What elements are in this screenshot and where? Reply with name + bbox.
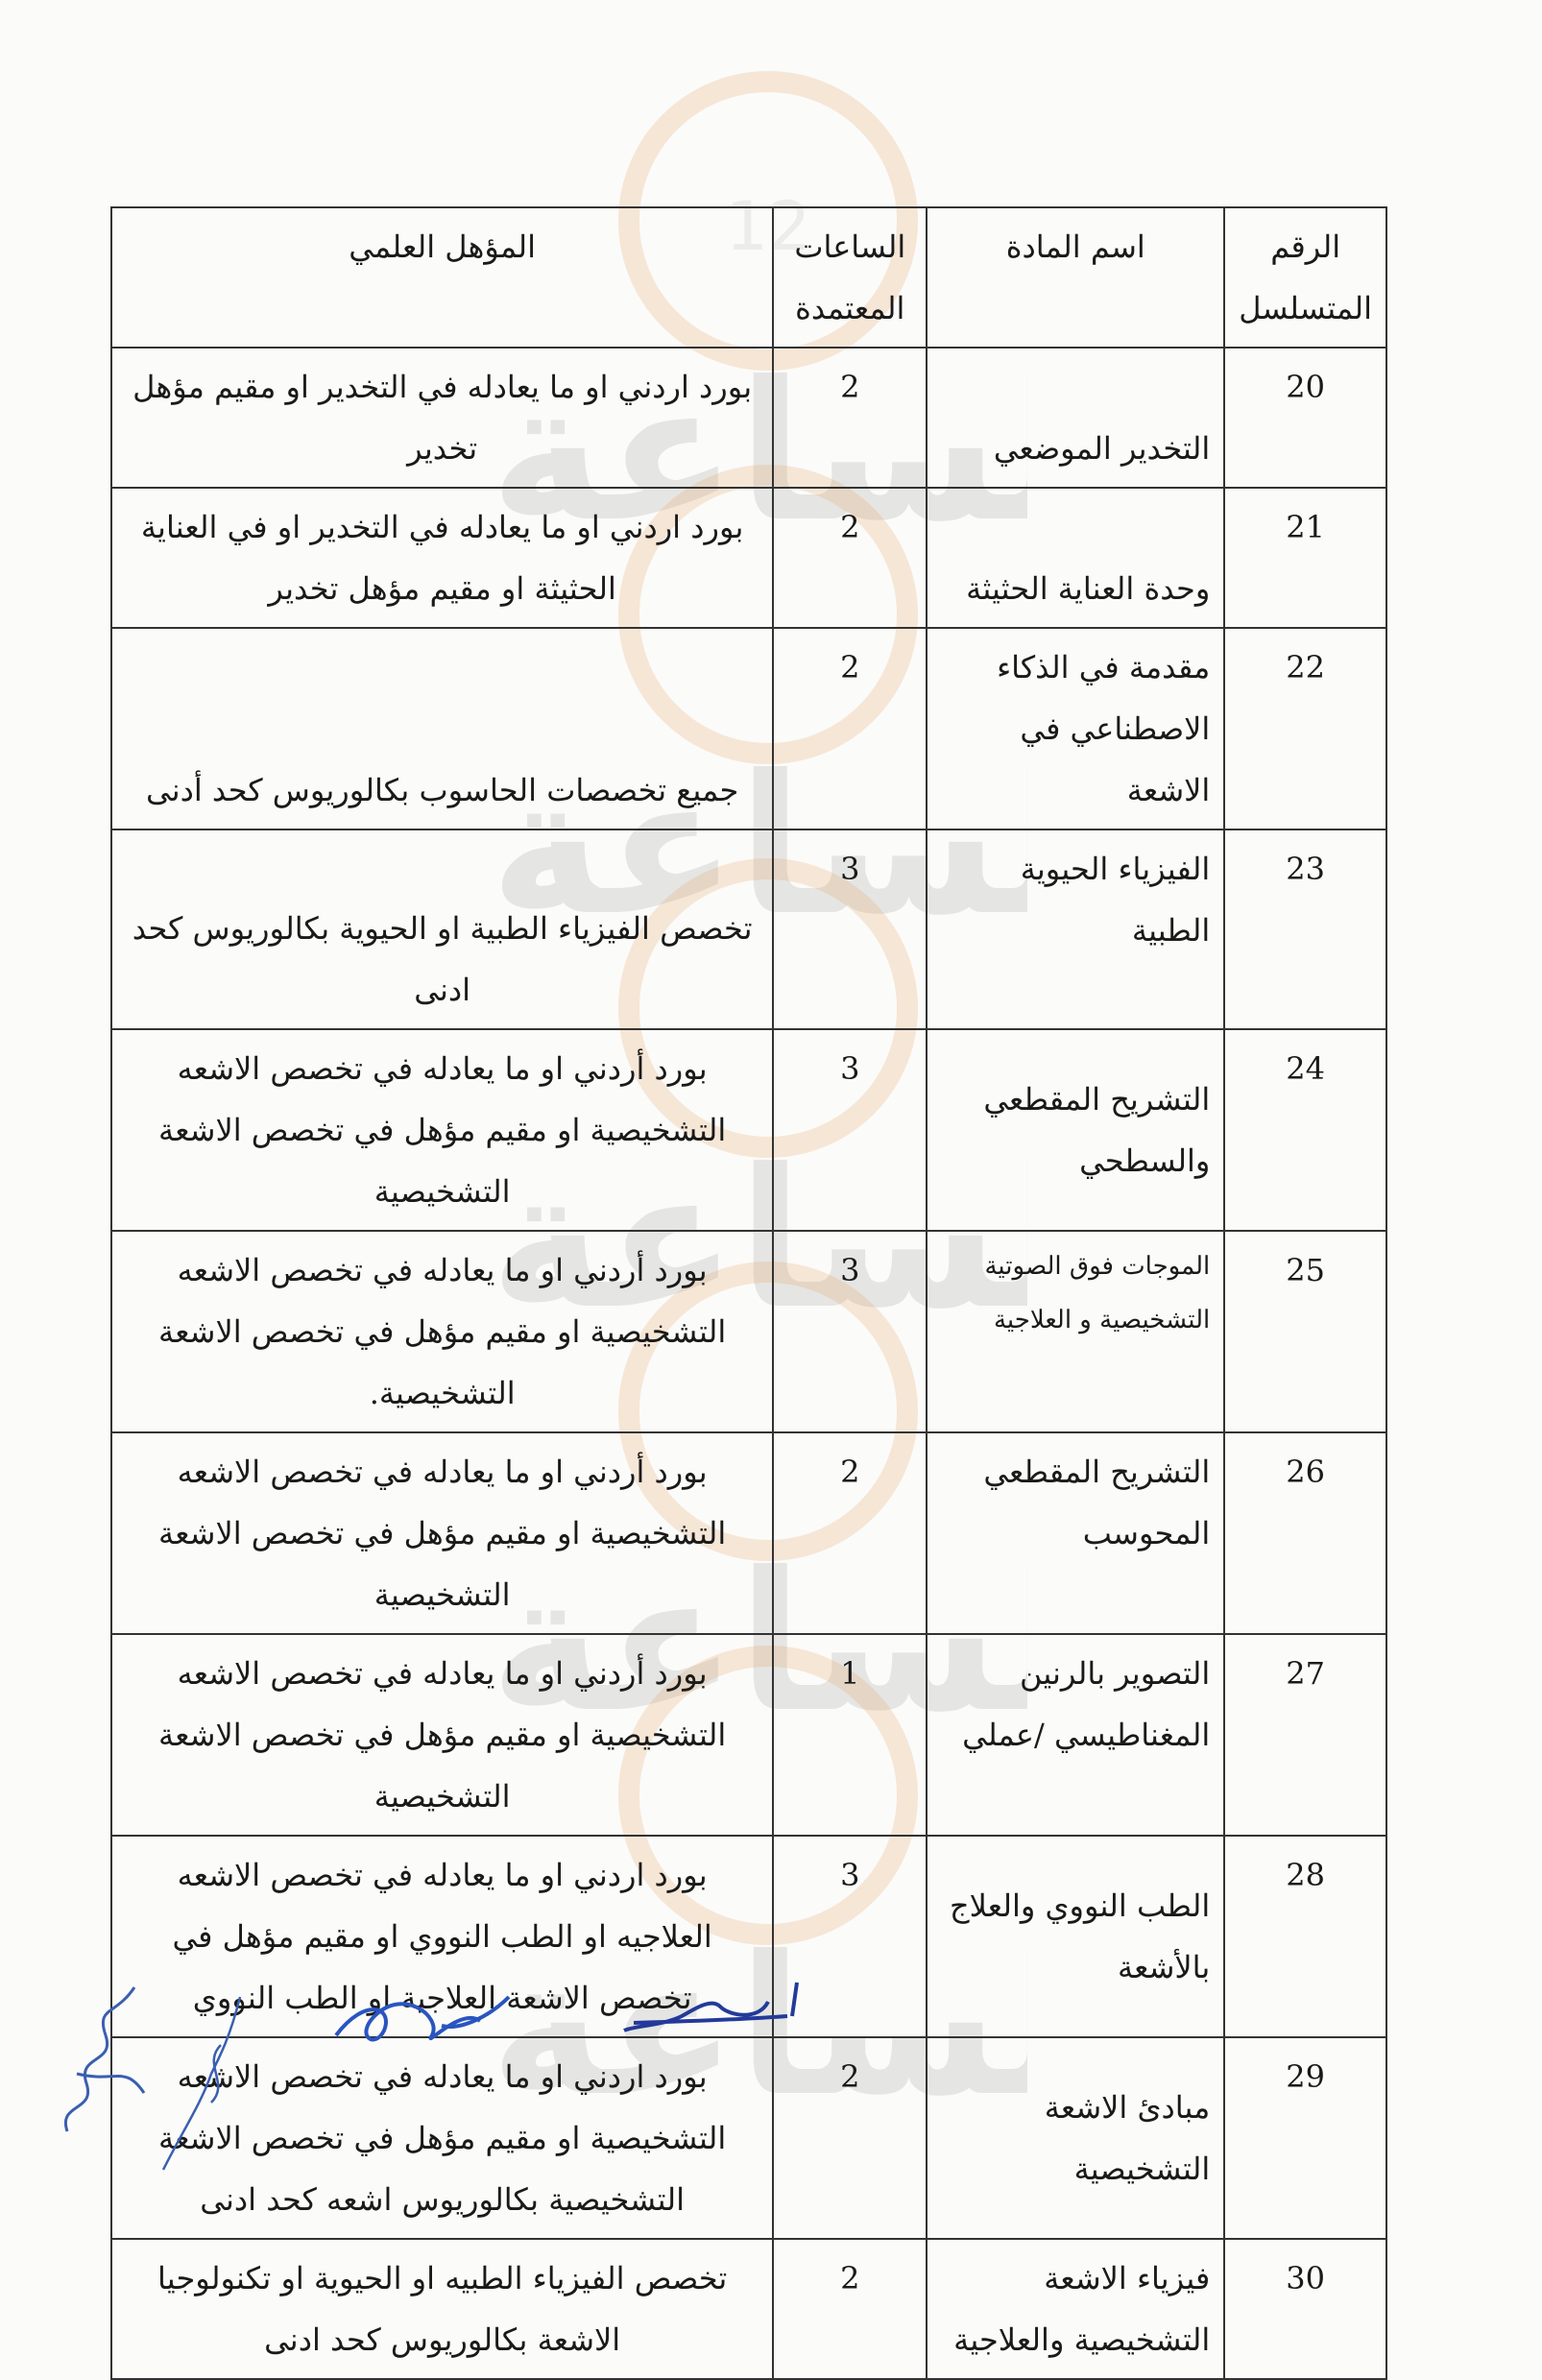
row-subject: الموجات فوق الصوتية التشخيصية و العلاجية (927, 1231, 1224, 1432)
header-hours: الساعات المعتمدة (773, 207, 927, 348)
svg-text:الساعة: ساعة (490, 1128, 1005, 1352)
row-hours: 3 (773, 1836, 927, 2037)
row-number: 21 (1224, 488, 1386, 628)
row-number: 27 (1224, 1634, 1386, 1836)
row-number: 28 (1224, 1836, 1386, 2037)
row-subject: التصوير بالرنين المغناطيسي /عملي (927, 1634, 1224, 1836)
row-hours: 3 (773, 1029, 927, 1231)
row-number: 20 (1224, 348, 1386, 488)
row-number: 30 (1224, 2239, 1386, 2379)
table-row (111, 1432, 1386, 1634)
row-hours: 3 (773, 1231, 927, 1432)
row-subject: مبادئ الاشعة التشخيصية (927, 2037, 1224, 2239)
row-qualification: جميع تخصصات الحاسوب بكالوريوس كحد أدنى (111, 628, 773, 829)
row-hours: 1 (773, 1634, 927, 1836)
row-qualification: بورد أردني او ما يعادله في تخصص الاشعه التشخيصية او مقيم مؤهل في تخصص الاشعة التشخيصية (111, 1634, 773, 1836)
row-qualification: بورد اردني او ما يعادله في تخصص الاشعه العلاجيه او الطب النووي او مقيم مؤهل في تخصص الاشعة العلاجية او الطب النووي (111, 1836, 773, 2037)
row-number: 23 (1224, 829, 1386, 1029)
row-qualification: بورد أردني او ما يعادله في تخصص الاشعه التشخيصية او مقيم مؤهل في تخصص الاشعة التشخيصية. (111, 1231, 773, 1432)
row-number: 26 (1224, 1432, 1386, 1634)
row-number: 25 (1224, 1231, 1386, 1432)
table-row (111, 2239, 1386, 2379)
table-row (111, 1634, 1386, 1836)
row-qualification: بورد أردني او ما يعادله في تخصص الاشعه التشخيصية او مقيم مؤهل في تخصص الاشعة التشخيصية (111, 1432, 773, 1634)
row-subject: وحدة العناية الحثيثة (927, 488, 1224, 628)
row-subject: الطب النووي والعلاج بالأشعة (927, 1836, 1224, 2037)
table-row (111, 628, 1386, 829)
row-number: 29 (1224, 2037, 1386, 2239)
header-subject: اسم المادة (927, 207, 1224, 348)
header-serial: الرقم المتسلسل (1224, 207, 1386, 348)
row-hours: 2 (773, 488, 927, 628)
row-hours: 2 (773, 2239, 927, 2379)
row-qualification: تخصص الفيزياء الطبيه او الحيوية او تكنولوجيا الاشعة بكالوريوس كحد ادنى (111, 2239, 773, 2379)
row-number: 22 (1224, 628, 1386, 829)
svg-text:الساعة: ساعة (490, 734, 1005, 958)
row-hours: 2 (773, 348, 927, 488)
signature-3 (326, 1978, 518, 2055)
row-qualification: بورد اردني او ما يعادله في تخصص الاشعه التشخيصية او مقيم مؤهل في تخصص الاشعة التشخيصية بكالوريوس اشعه كحد ادنى (111, 2037, 773, 2239)
row-qualification: بورد اردني او ما يعادله في التخدير او مقيم مؤهل تخدير (111, 348, 773, 488)
row-qualification: تخصص الفيزياء الطبية او الحيوية بكالوريوس كحد ادنى (111, 829, 773, 1029)
table-row (111, 348, 1386, 488)
signature-2 (144, 1987, 259, 2179)
svg-text:الساعة: ساعة (490, 1915, 1005, 2139)
svg-text:الساعة: ساعة (490, 341, 1005, 565)
table-row (111, 1231, 1386, 1432)
row-number: 24 (1224, 1029, 1386, 1231)
row-subject: فيزياء الاشعة التشخيصية والعلاجية (927, 2239, 1224, 2379)
table-row (111, 488, 1386, 628)
row-subject: التخدير الموضعي (927, 348, 1224, 488)
row-subject: التشريح المقطعي المحوسب (927, 1432, 1224, 1634)
row-subject: الفيزياء الحيوية الطبية (927, 829, 1224, 1029)
courses-table (110, 206, 1387, 2380)
row-hours: 2 (773, 1432, 927, 1634)
row-qualification: بورد أردني او ما يعادله في تخصص الاشعه التشخيصية او مقيم مؤهل في تخصص الاشعة التشخيصية (111, 1029, 773, 1231)
table-row (111, 2037, 1386, 2239)
header-qualification: المؤهل العلمي (111, 207, 773, 348)
svg-text:12: 12 (725, 187, 811, 266)
row-subject: مقدمة في الذكاء الاصطناعي في الاشعة (927, 628, 1224, 829)
row-subject: التشريح المقطعي والسطحي (927, 1029, 1224, 1231)
row-hours: 2 (773, 628, 927, 829)
svg-text:الساعة: ساعة (490, 1531, 1005, 1755)
row-hours: 3 (773, 829, 927, 1029)
table-header-row (111, 207, 1386, 348)
row-qualification: بورد اردني او ما يعادله في التخدير او في العناية الحثيثة او مقيم مؤهل تخدير (111, 488, 773, 628)
table-row (111, 829, 1386, 1029)
signature-4 (614, 1973, 807, 2040)
table-row (111, 1029, 1386, 1231)
row-hours: 2 (773, 2037, 927, 2239)
